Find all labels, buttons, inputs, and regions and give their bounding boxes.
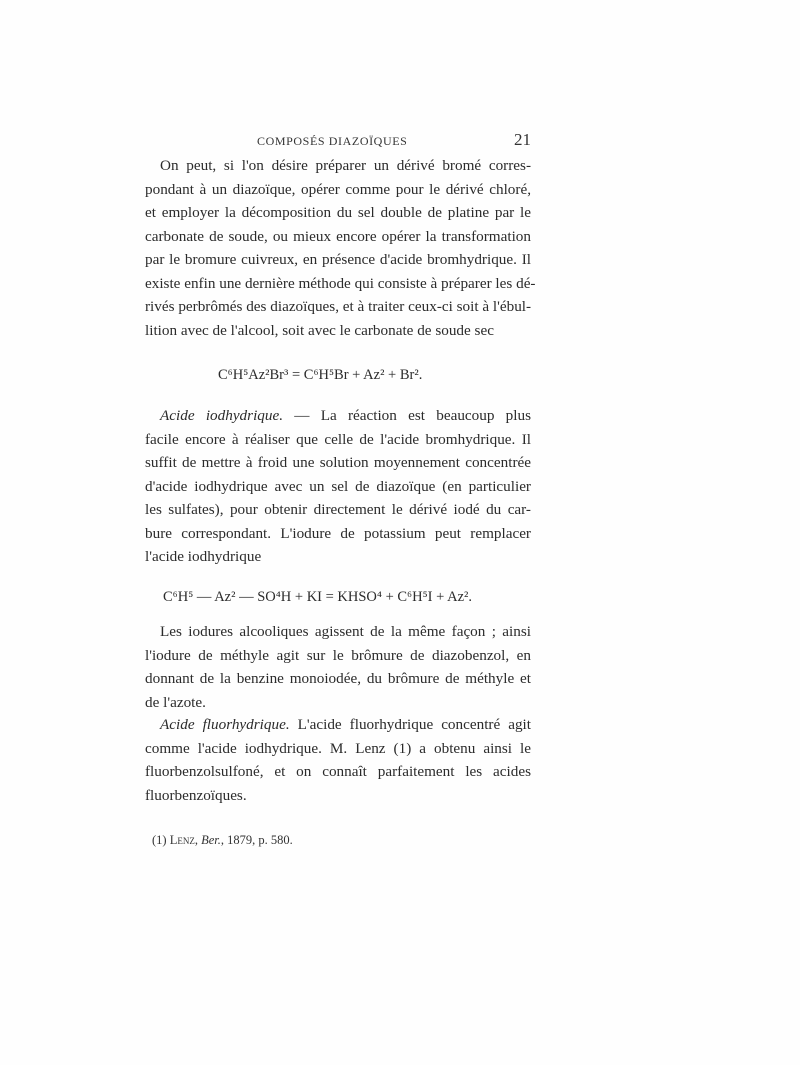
text-line: par le bromure cuivreux, en présence d'acide bromhydrique. Il: [145, 251, 531, 268]
paragraph-fluorhydric: [145, 713, 531, 807]
text-line: pondant à un diazoïque, opérer comme pour le dérivé chloré,: [145, 180, 531, 198]
text-line: facile encore à réaliser que celle de l'acide bromhydrique. Il: [145, 430, 531, 448]
text-line: comme l'acide iodhydrique. M. Lenz (1) a obtenu ainsi le: [145, 739, 531, 757]
text-line: fluorbenzolsulfoné, et on connaît parfaitement les acides: [145, 763, 531, 780]
footnote-marker: (1): [152, 833, 170, 847]
section-heading: Acide iodhydrique.: [160, 407, 284, 424]
running-head: COMPOSÉS DIAZOÏQUES: [257, 134, 408, 148]
page-header: [145, 132, 531, 152]
formula-iodide: C⁶H⁵ — Az² — SO⁴H + KI = KHSO⁴ + C⁶H⁵I + Az².: [163, 589, 472, 605]
text-line: fluorbenzoïques.: [145, 786, 247, 804]
text-line: d'acide iodhydrique avec un sel de diazoïque (en particulier: [145, 477, 531, 495]
text-line: donnant de la benzine monoiodée, du brômure de méthyle et: [145, 670, 531, 687]
text-line: rivés perbrômés des diazoïques, et à traiter ceux-ci soit à l'ébul-: [145, 298, 532, 315]
paragraph-bromide: [145, 154, 536, 342]
formula-bromide: C⁶H⁵Az²Br³ = C⁶H⁵Br + Az² + Br².: [218, 367, 423, 383]
text-line: carbonate de soude, ou mieux encore opérer la transformation: [145, 227, 531, 245]
text-line: l'iodure de méthyle agit sur le brômure de diazobenzol, en: [145, 646, 531, 664]
footnote: (1) Lenz, Ber., 1879, p. 580.: [152, 833, 293, 847]
section-heading: Acide fluorhydrique.: [160, 716, 290, 733]
text-line: les sulfates), pour obtenir directement le dérivé iodé du car-: [145, 501, 531, 518]
text-line: Acide fluorhydrique. L'acide fluorhydrique concentré agit: [160, 716, 531, 733]
text-line: lition avec de l'alcool, soit avec le carbonate de soude sec: [145, 321, 494, 339]
text-line: Acide iodhydrique. — La réaction est beaucoup plus: [160, 407, 531, 424]
paragraph-iodhydric: [145, 404, 531, 569]
text-line: et employer la décomposition du sel double de platine par le: [145, 204, 531, 221]
text-line: existe enfin une dernière méthode qui consiste à préparer les dé-: [145, 274, 536, 292]
paragraph-alkyl-iodides: [145, 620, 531, 714]
footnote-journal: Ber.: [201, 833, 221, 847]
text-line: de l'azote.: [145, 693, 206, 711]
text-line: Les iodures alcooliques agissent de la même façon ; ainsi: [160, 623, 531, 640]
text-line: On peut, si l'on désire préparer un dérivé bromé corres-: [160, 157, 531, 174]
text-line: suffit de mettre à froid une solution moyennement concentrée: [145, 454, 531, 471]
page-number: 21: [514, 130, 531, 149]
text-line: bure correspondant. L'iodure de potassium peut remplacer: [145, 524, 531, 542]
footnote-author: Lenz: [169, 833, 195, 847]
footnote-details: , 1879, p. 580.: [220, 833, 293, 847]
text-line: l'acide iodhydrique: [145, 548, 262, 565]
